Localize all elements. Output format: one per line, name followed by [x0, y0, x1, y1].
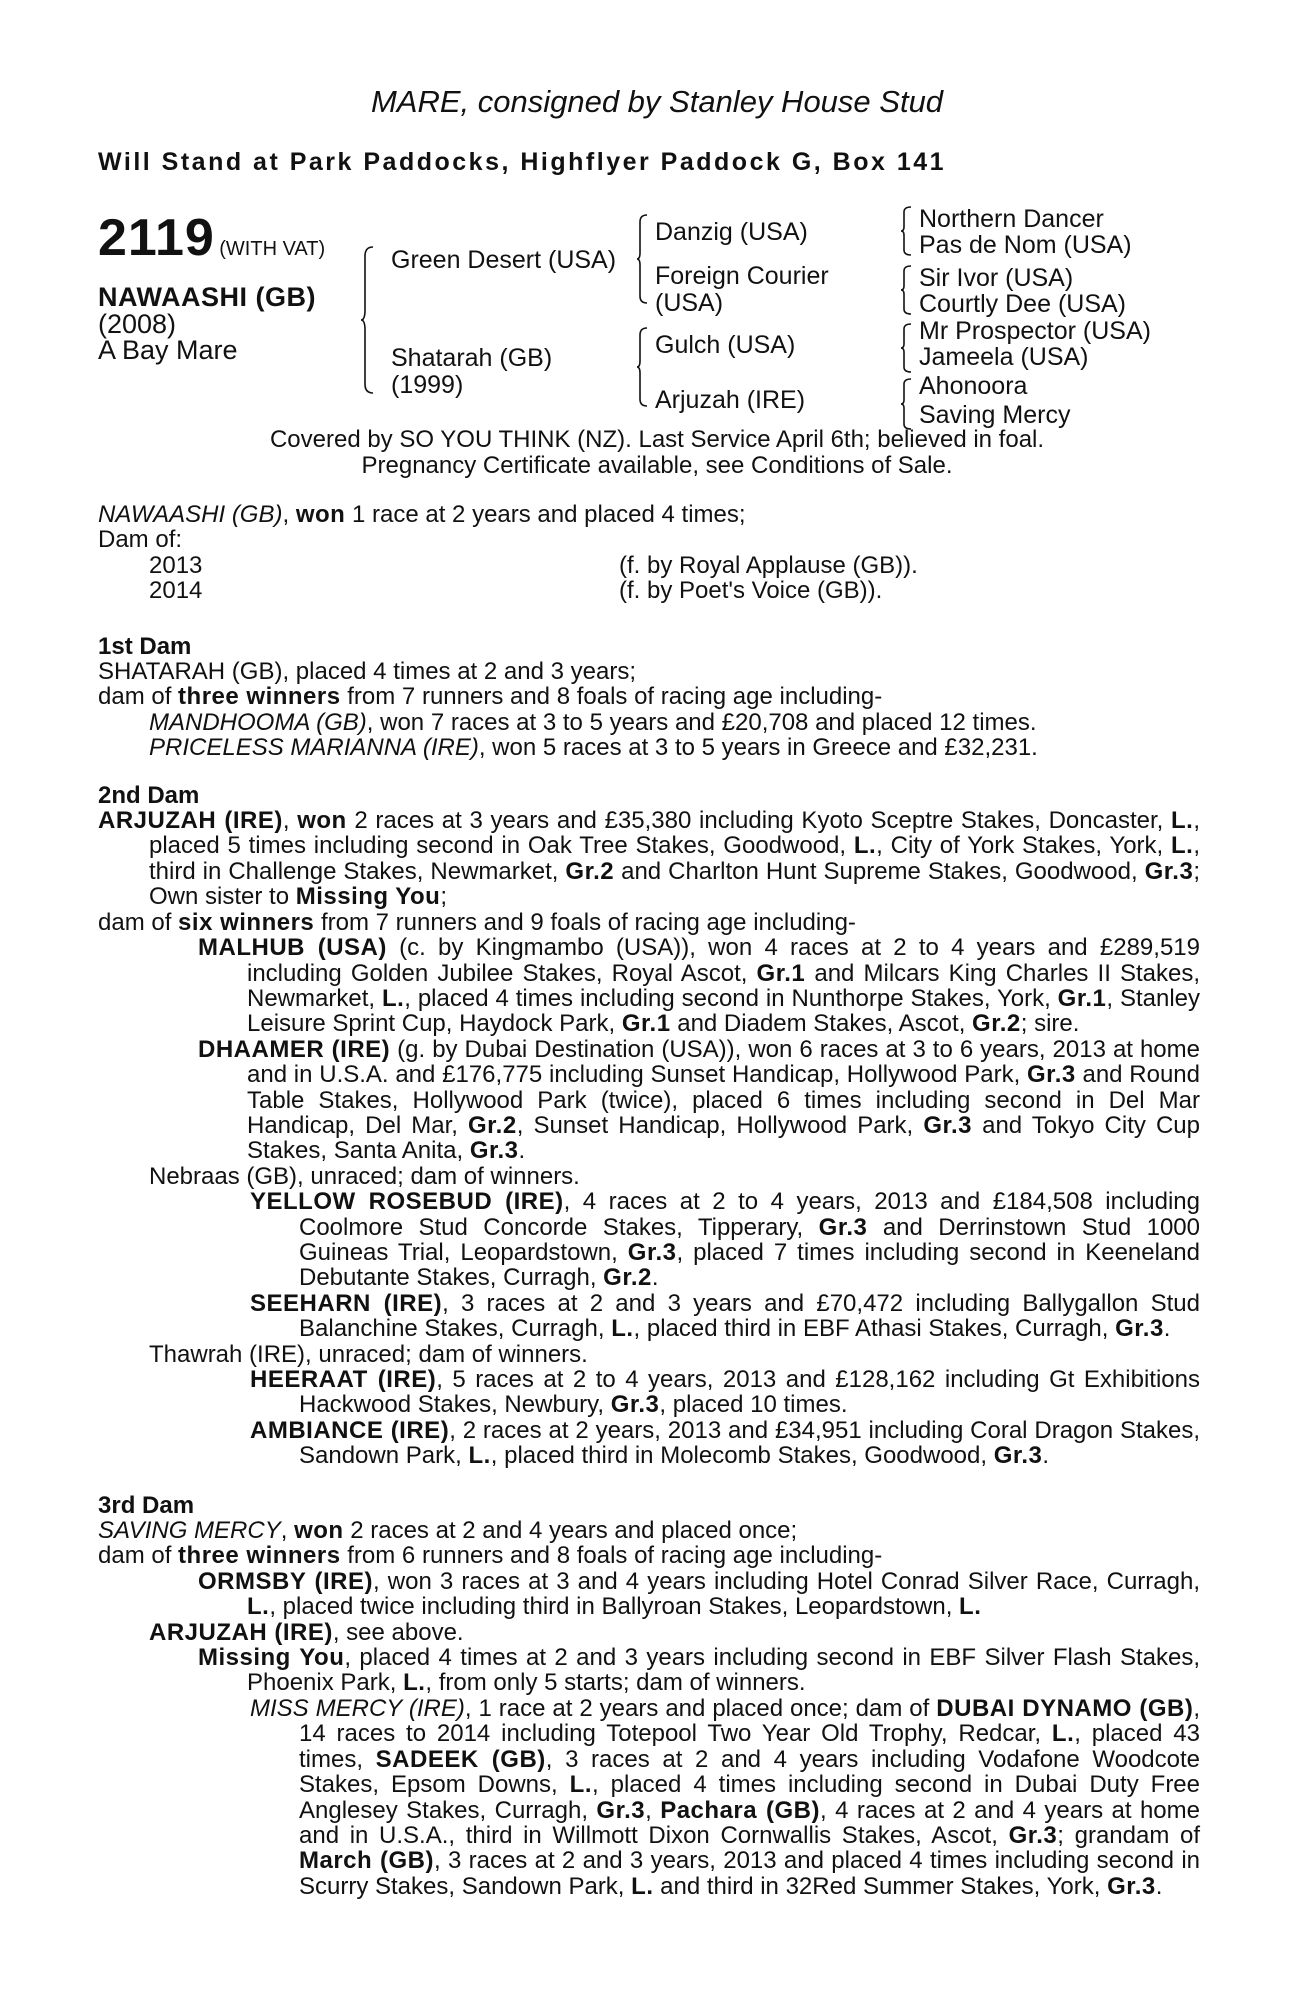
progeny-entry-missing-you: Missing You, placed 4 times at 2 and 3 years including second in EBF Silver Flash Stakes, Phoenix Park, L., from only 5 starts; dam of winners.: [198, 1644, 1201, 1697]
progeny-entry-ormsby: ORMSBY (IRE), won 3 races at 3 and 4 years including Hotel Conrad Silver Race, Curragh, L., placed twice including third in Ballyroan Stakes, Leopardstown, L.: [198, 1567, 1200, 1621]
pedigree-brace-dd: [900, 378, 912, 430]
pedigree-sire-dam-2: (USA): [655, 289, 724, 317]
section-title-2nd-dam: 2nd Dam: [98, 781, 200, 809]
pedigree-ddd: Saving Mercy: [919, 401, 1071, 429]
pedigree-dds: Ahonoora: [919, 372, 1028, 400]
dam2-dam-of: dam of six winners from 7 runners and 9 foals of racing age including-: [98, 908, 856, 936]
dam3-dam-of: dam of three winners from 6 runners and 8 foals of racing age including-: [98, 1542, 883, 1570]
progeny-entry-thawrah: Thawrah (IRE), unraced; dam of winners.: [149, 1340, 588, 1368]
pedigree-dss: Mr Prospector (USA): [919, 317, 1151, 345]
pedigree-dsd: Jameela (USA): [919, 343, 1089, 371]
pedigree-dam-sire: Gulch (USA): [655, 331, 796, 359]
pedigree-dam: Shatarah (GB): [391, 344, 553, 372]
catalogue-body: [98, 502, 1200, 1899]
consignor-heading: MARE, consigned by Stanley House Stud: [370, 84, 944, 119]
progeny-entry: MANDHOOMA (GB), won 7 races at 3 to 5 years and £20,708 and placed 12 times.: [149, 708, 1037, 736]
progeny-entry-yellow-rosebud: YELLOW ROSEBUD (IRE), 4 races at 2 to 4 years, 2013 and £184,508 including Coolmore Stud Concorde Stakes, Tipperary, Gr.3 and Derrinstown Stud 1000 Guineas Trial, Leopardstown, Gr.3, placed 7 times including second in Keeneland Debutante Stakes, Curragh, Gr.2.: [250, 1188, 1201, 1292]
progeny-entry-nebraas: Nebraas (GB), unraced; dam of winners.: [149, 1162, 580, 1190]
pedigree-brace-sire: [636, 214, 648, 304]
covered-line: Covered by SO YOU THINK (NZ). Last Service April 6th; believed in foal.: [269, 426, 1045, 453]
dam1-dam-of: dam of three winners from 7 runners and 8 foals of racing age including-: [98, 683, 883, 711]
pedigree-brace-dam: [636, 327, 648, 407]
pedigree-sire-dam-1: Foreign Courier: [655, 262, 829, 290]
pedigree-sds: Sir Ivor (USA): [919, 264, 1074, 292]
progeny-entry: PRICELESS MARIANNA (IRE), won 5 races at 3 to 5 years in Greece and £32,231.: [149, 734, 1038, 762]
lot-year: (2008): [98, 309, 177, 339]
lot-description: A Bay Mare: [98, 335, 238, 365]
lot-number: 2119: [98, 209, 215, 267]
pedigree-dam-dam: Arjuzah (IRE): [655, 386, 806, 414]
lot-record: NAWAASHI (GB), won 1 race at 2 years and placed 4 times;: [98, 501, 746, 528]
dam3-record: SAVING MERCY, won 2 races at 2 and 4 years and placed once;: [98, 1517, 798, 1545]
pedigree-ssd: Pas de Nom (USA): [919, 231, 1132, 259]
pedigree-sire-sire: Danzig (USA): [655, 218, 808, 246]
pedigree-dam-year: (1999): [391, 371, 464, 399]
foal-row: 2013 (f. by Royal Applause (GB)).: [149, 551, 918, 579]
dam2-record: ARJUZAH (IRE), won 2 races at 3 years and £35,380 including Kyoto Sceptre Stakes, Doncaster, L., placed 5 times including second in Oak Tree Stakes, Goodwood, L., City of York Stakes, York, L., third in Challenge Stakes, Newmarket, Gr.2 and Charlton Hunt Supreme Stakes, Goodwood, Gr.3; Own sister to Missing You;: [98, 807, 1201, 911]
vat-label: (WITH VAT): [219, 238, 326, 260]
stand-location: Will Stand at Park Paddocks, Highflyer Paddock G, Box 141: [98, 148, 947, 176]
progeny-entry-heeraat: HEERAAT (IRE), 5 races at 2 to 4 years, 2013 and £128,162 including Gt Exhibitions Hackwood Stakes, Newbury, Gr.3, placed 10 times.: [250, 1366, 1200, 1419]
progeny-entry-malhub: MALHUB (USA) (c. by Kingmambo (USA)), won 4 races at 2 to 4 years and £289,519 including Golden Jubilee Stakes, Royal Ascot, Gr.1 and Milcars King Charles II Stakes, Newmarket, L., placed 4 times including second in Nunthorpe Stakes, York, Gr.1, Stanley Leisure Sprint Cup, Haydock Park, Gr.1 and Diadem Stakes, Ascot, Gr.2; sire.: [198, 934, 1201, 1038]
section-title-3rd-dam: 3rd Dam: [98, 1491, 195, 1519]
pedigree-brace-sd: [900, 265, 912, 315]
dam1-line: SHATARAH (GB), placed 4 times at 2 and 3 years;: [98, 658, 636, 686]
pedigree-brace-ss: [900, 206, 912, 256]
dam-of-label: Dam of:: [98, 526, 183, 554]
pedigree-brace-large: [360, 246, 374, 394]
section-title-1st-dam: 1st Dam: [98, 632, 192, 660]
lot-name: NAWAASHI (GB): [98, 282, 316, 312]
progeny-entry-dhaamer: DHAAMER (IRE) (g. by Dubai Destination (USA)), won 6 races at 3 to 6 years, 2013 at home and in U.S.A. and £176,775 including Sunset Handicap, Hollywood Park, Gr.3 and Round Table Stakes, Hollywood Park (twice), placed 6 times including second in Del Mar Handicap, Del Mar, Gr.2, Sunset Handicap, Hollywood Park, Gr.3 and Tokyo City Cup Stakes, Santa Anita, Gr.3.: [198, 1035, 1201, 1165]
pedigree-sire: Green Desert (USA): [391, 246, 617, 274]
progeny-entry-ambiance: AMBIANCE (IRE), 2 races at 2 years, 2013 and £34,951 including Coral Dragon Stakes, Sandown Park, L., placed third in Molecomb Stakes, Goodwood, Gr.3.: [250, 1416, 1200, 1470]
pedigree-sdd: Courtly Dee (USA): [919, 290, 1126, 318]
progeny-entry-seeharn: SEEHARN (IRE), 3 races at 2 and 3 years and £70,472 including Ballygallon Stud Balanchine Stakes, Curragh, L., placed third in EBF Athasi Stakes, Curragh, Gr.3.: [250, 1289, 1200, 1343]
progeny-entry-miss-mercy: MISS MERCY (IRE), 1 race at 2 years and placed once; dam of DUBAI DYNAMO (GB), 14 races to 2014 including Totepool Two Year Old Trophy, Redcar, L., placed 43 times, SADEEK (GB), 3 races at 2 and 4 years including Vodafone Woodcote Stakes, Epsom Downs, L., placed 4 times including second in Dubai Duty Free Anglesey Stakes, Curragh, Gr.3, Pachara (GB), 4 races at 2 and 4 years at home and in U.S.A., third in Willmott Dixon Cornwallis Stakes, Ascot, Gr.3; grandam of March (GB), 3 races at 2 and 3 years, 2013 and placed 4 times including second in Scurry Stakes, Sandown Park, L. and third in 32Red Summer Stakes, York, Gr.3.: [250, 1694, 1201, 1900]
progeny-entry-arjuzah: ARJUZAH (IRE), see above.: [149, 1618, 464, 1646]
lot-number-block: [98, 208, 325, 268]
pedigree-sss: Northern Dancer: [919, 205, 1104, 233]
pregnancy-line: Pregnancy Certificate available, see Conditions of Sale.: [361, 452, 953, 479]
pedigree-brace-ds: [900, 323, 912, 373]
foal-row: 2014 (f. by Poet's Voice (GB)).: [149, 577, 883, 605]
